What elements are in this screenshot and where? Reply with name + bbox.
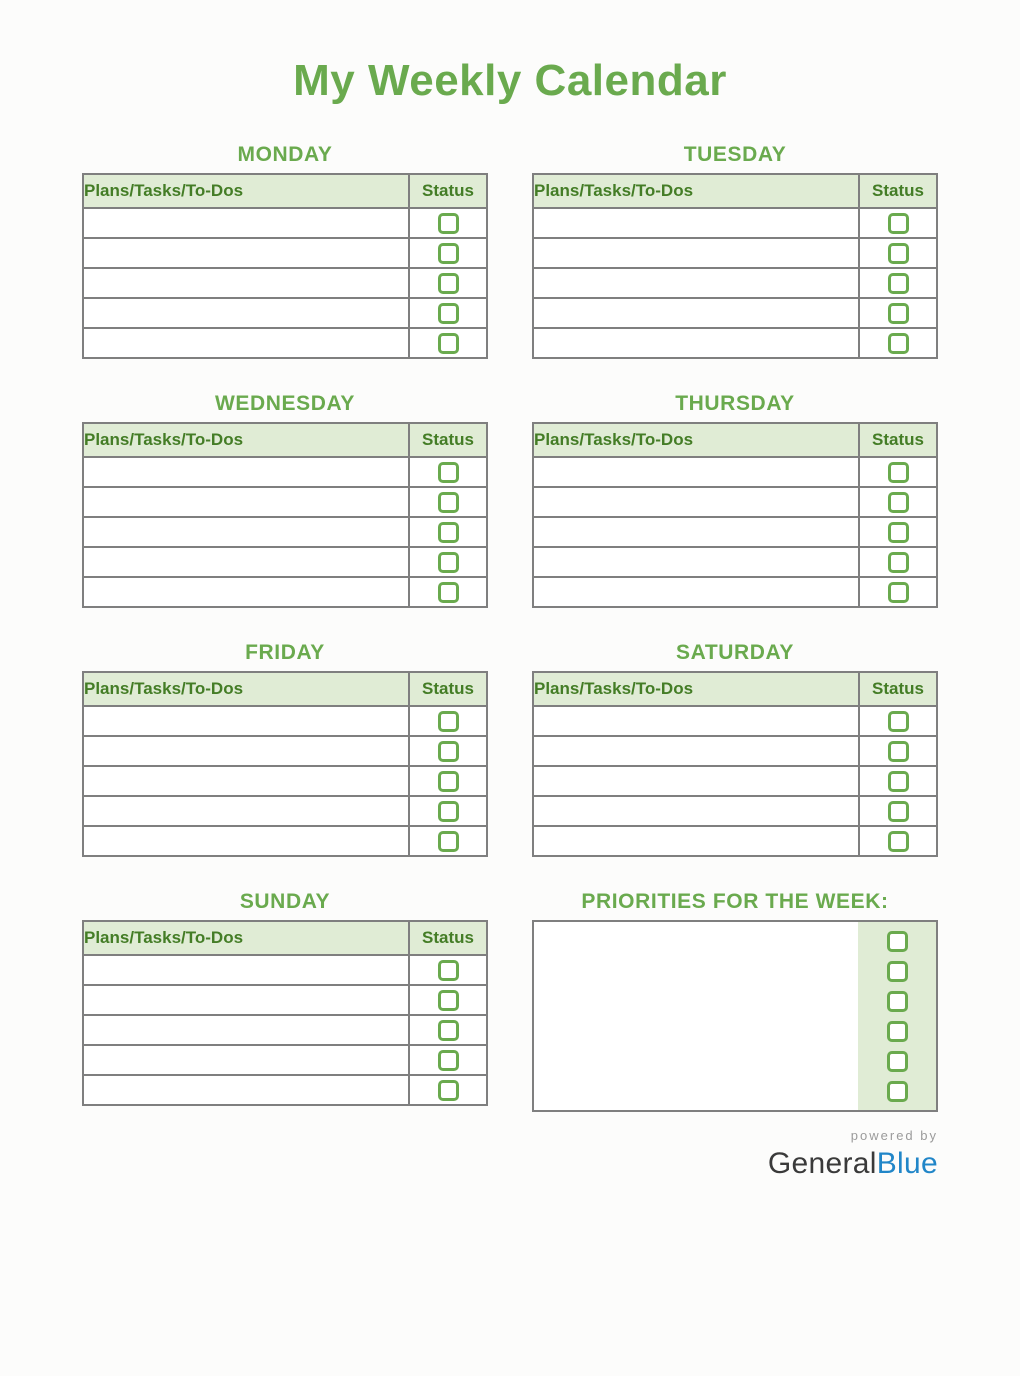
status-checkbox[interactable] xyxy=(438,741,459,762)
task-row xyxy=(83,517,487,547)
brand-wordmark xyxy=(82,1147,938,1181)
task-input-cell[interactable] xyxy=(533,487,859,517)
column-header-status: Status xyxy=(859,423,937,457)
priorities-checkbox-strip xyxy=(858,922,936,1110)
header-row xyxy=(83,174,487,208)
task-input-cell[interactable] xyxy=(83,298,409,328)
status-cell xyxy=(409,1075,487,1105)
task-input-cell[interactable] xyxy=(533,547,859,577)
task-input-cell[interactable] xyxy=(83,238,409,268)
task-input-cell[interactable] xyxy=(533,208,859,238)
task-input-cell[interactable] xyxy=(83,766,409,796)
task-row xyxy=(533,298,937,328)
status-checkbox[interactable] xyxy=(888,771,909,792)
status-checkbox[interactable] xyxy=(888,741,909,762)
status-checkbox[interactable] xyxy=(888,492,909,513)
task-row xyxy=(533,487,937,517)
status-cell xyxy=(409,238,487,268)
status-cell xyxy=(859,328,937,358)
task-input-cell[interactable] xyxy=(533,238,859,268)
status-checkbox[interactable] xyxy=(438,1050,459,1071)
task-input-cell[interactable] xyxy=(83,1015,409,1045)
task-input-cell[interactable] xyxy=(83,487,409,517)
status-cell xyxy=(859,796,937,826)
task-row xyxy=(533,517,937,547)
task-input-cell[interactable] xyxy=(533,736,859,766)
status-checkbox[interactable] xyxy=(438,522,459,543)
task-row xyxy=(83,1075,487,1105)
priorities-box xyxy=(532,920,938,1112)
task-row xyxy=(83,268,487,298)
header-row xyxy=(83,921,487,955)
status-cell xyxy=(409,577,487,607)
task-row xyxy=(83,487,487,517)
task-row xyxy=(83,796,487,826)
task-row xyxy=(533,457,937,487)
status-cell xyxy=(859,487,937,517)
task-row xyxy=(83,736,487,766)
task-row xyxy=(83,457,487,487)
priority-checkbox[interactable] xyxy=(887,1021,908,1042)
column-header-status: Status xyxy=(409,423,487,457)
task-row xyxy=(83,826,487,856)
task-input-cell[interactable] xyxy=(83,736,409,766)
status-cell xyxy=(409,955,487,985)
priority-checkbox[interactable] xyxy=(887,961,908,982)
status-cell xyxy=(859,268,937,298)
status-cell xyxy=(409,547,487,577)
day-section-wednesday xyxy=(82,393,488,608)
status-checkbox[interactable] xyxy=(438,492,459,513)
task-input-cell[interactable] xyxy=(83,1045,409,1075)
task-input-cell[interactable] xyxy=(533,457,859,487)
task-input-cell[interactable] xyxy=(83,1075,409,1105)
task-row xyxy=(533,766,937,796)
day-section-monday xyxy=(82,144,488,359)
task-input-cell[interactable] xyxy=(533,328,859,358)
column-header-status: Status xyxy=(409,921,487,955)
day-title-saturday: SATURDAY xyxy=(676,641,794,664)
column-header-status: Status xyxy=(859,672,937,706)
task-row xyxy=(533,577,937,607)
task-input-cell[interactable] xyxy=(83,268,409,298)
task-input-cell[interactable] xyxy=(83,826,409,856)
status-checkbox[interactable] xyxy=(438,552,459,573)
status-checkbox[interactable] xyxy=(888,831,909,852)
day-table-sunday xyxy=(82,920,488,1106)
day-title-tuesday: TUESDAY xyxy=(683,143,787,166)
task-row xyxy=(533,826,937,856)
status-checkbox[interactable] xyxy=(438,960,459,981)
header-row xyxy=(83,672,487,706)
status-cell xyxy=(409,457,487,487)
status-checkbox[interactable] xyxy=(888,213,909,234)
status-cell xyxy=(409,985,487,1015)
task-row xyxy=(83,1015,487,1045)
task-input-cell[interactable] xyxy=(83,796,409,826)
status-cell xyxy=(859,706,937,736)
task-input-cell[interactable] xyxy=(83,577,409,607)
status-cell xyxy=(409,1015,487,1045)
status-checkbox[interactable] xyxy=(438,1080,459,1101)
status-checkbox[interactable] xyxy=(888,582,909,603)
status-cell xyxy=(859,577,937,607)
column-header-status: Status xyxy=(409,174,487,208)
status-cell xyxy=(859,517,937,547)
task-row xyxy=(83,706,487,736)
task-row xyxy=(533,547,937,577)
status-checkbox[interactable] xyxy=(888,243,909,264)
task-input-cell[interactable] xyxy=(83,457,409,487)
status-cell xyxy=(409,706,487,736)
task-input-cell[interactable] xyxy=(533,577,859,607)
status-checkbox[interactable] xyxy=(438,801,459,822)
powered-by-text: powered by xyxy=(850,1128,938,1143)
day-table-friday xyxy=(82,671,488,857)
calendar-grid xyxy=(82,144,938,1112)
task-input-cell[interactable] xyxy=(533,298,859,328)
status-cell xyxy=(409,796,487,826)
column-header-plans: Plans/Tasks/To-Dos xyxy=(533,672,859,706)
task-row xyxy=(83,298,487,328)
column-header-status: Status xyxy=(409,672,487,706)
task-row xyxy=(83,547,487,577)
status-checkbox[interactable] xyxy=(438,990,459,1011)
task-input-cell[interactable] xyxy=(83,517,409,547)
header-row xyxy=(533,672,937,706)
status-cell xyxy=(859,238,937,268)
priority-checkbox[interactable] xyxy=(887,991,908,1012)
status-cell xyxy=(409,328,487,358)
priority-checkbox[interactable] xyxy=(887,1081,908,1102)
task-row xyxy=(533,238,937,268)
column-header-plans: Plans/Tasks/To-Dos xyxy=(83,423,409,457)
task-row xyxy=(83,1045,487,1075)
day-title-sunday: SUNDAY xyxy=(239,890,331,913)
status-checkbox[interactable] xyxy=(438,333,459,354)
status-cell xyxy=(859,208,937,238)
status-checkbox[interactable] xyxy=(438,831,459,852)
priorities-notes-area[interactable] xyxy=(534,922,858,1110)
day-title-wednesday: WEDNESDAY xyxy=(215,392,355,415)
status-checkbox[interactable] xyxy=(438,243,459,264)
priority-checkbox[interactable] xyxy=(887,931,908,952)
page-title: My Weekly Calendar xyxy=(293,56,727,105)
day-section-friday xyxy=(82,642,488,857)
task-input-cell[interactable] xyxy=(83,328,409,358)
status-checkbox[interactable] xyxy=(438,582,459,603)
task-input-cell[interactable] xyxy=(533,796,859,826)
status-cell xyxy=(409,298,487,328)
day-table-saturday xyxy=(532,671,938,857)
brand-general-text: General xyxy=(767,1147,877,1180)
column-header-plans: Plans/Tasks/To-Dos xyxy=(83,174,409,208)
task-row xyxy=(83,955,487,985)
task-input-cell[interactable] xyxy=(83,208,409,238)
status-checkbox[interactable] xyxy=(888,711,909,732)
header-row xyxy=(533,174,937,208)
status-checkbox[interactable] xyxy=(438,303,459,324)
footer-logo xyxy=(82,1128,938,1181)
status-checkbox[interactable] xyxy=(888,333,909,354)
day-title-monday: MONDAY xyxy=(237,143,333,166)
status-checkbox[interactable] xyxy=(888,552,909,573)
status-cell xyxy=(409,826,487,856)
status-checkbox[interactable] xyxy=(438,1020,459,1041)
task-row xyxy=(83,238,487,268)
task-row xyxy=(83,577,487,607)
task-row xyxy=(533,328,937,358)
day-section-sunday xyxy=(82,891,488,1112)
task-row xyxy=(83,766,487,796)
task-input-cell[interactable] xyxy=(533,706,859,736)
task-input-cell[interactable] xyxy=(533,766,859,796)
priority-checkbox[interactable] xyxy=(887,1051,908,1072)
task-input-cell[interactable] xyxy=(83,985,409,1015)
status-checkbox[interactable] xyxy=(438,711,459,732)
status-cell xyxy=(409,487,487,517)
status-cell xyxy=(859,547,937,577)
priorities-title: PRIORITIES FOR THE WEEK: xyxy=(581,890,889,913)
status-checkbox[interactable] xyxy=(438,462,459,483)
day-section-tuesday xyxy=(532,144,938,359)
status-checkbox[interactable] xyxy=(438,213,459,234)
brand-blue-text: Blue xyxy=(876,1147,938,1180)
column-header-plans: Plans/Tasks/To-Dos xyxy=(533,423,859,457)
status-checkbox[interactable] xyxy=(438,273,459,294)
task-input-cell[interactable] xyxy=(83,706,409,736)
column-header-plans: Plans/Tasks/To-Dos xyxy=(83,672,409,706)
status-cell xyxy=(859,736,937,766)
task-row xyxy=(83,985,487,1015)
day-section-thursday xyxy=(532,393,938,608)
status-cell xyxy=(409,208,487,238)
task-row xyxy=(533,736,937,766)
status-cell xyxy=(409,1045,487,1075)
status-cell xyxy=(859,298,937,328)
status-checkbox[interactable] xyxy=(888,462,909,483)
day-table-thursday xyxy=(532,422,938,608)
task-input-cell[interactable] xyxy=(83,955,409,985)
column-header-status: Status xyxy=(859,174,937,208)
column-header-plans: Plans/Tasks/To-Dos xyxy=(83,921,409,955)
task-input-cell[interactable] xyxy=(83,547,409,577)
status-cell xyxy=(409,766,487,796)
task-input-cell[interactable] xyxy=(533,517,859,547)
day-table-wednesday xyxy=(82,422,488,608)
day-title-thursday: THURSDAY xyxy=(675,392,795,415)
header-row xyxy=(533,423,937,457)
status-checkbox[interactable] xyxy=(888,273,909,294)
status-checkbox[interactable] xyxy=(888,303,909,324)
status-cell xyxy=(409,517,487,547)
task-row xyxy=(533,706,937,736)
task-input-cell[interactable] xyxy=(533,826,859,856)
task-row xyxy=(533,796,937,826)
day-table-tuesday xyxy=(532,173,938,359)
status-cell xyxy=(409,268,487,298)
task-row xyxy=(83,208,487,238)
priorities-section xyxy=(532,891,938,1112)
status-checkbox[interactable] xyxy=(438,771,459,792)
day-section-saturday xyxy=(532,642,938,857)
day-table-monday xyxy=(82,173,488,359)
task-row xyxy=(533,268,937,298)
status-checkbox[interactable] xyxy=(888,801,909,822)
status-checkbox[interactable] xyxy=(888,522,909,543)
status-cell xyxy=(409,736,487,766)
day-title-friday: FRIDAY xyxy=(245,641,325,664)
task-input-cell[interactable] xyxy=(533,268,859,298)
status-cell xyxy=(859,457,937,487)
header-row xyxy=(83,423,487,457)
task-row xyxy=(533,208,937,238)
task-row xyxy=(83,328,487,358)
status-cell xyxy=(859,826,937,856)
status-cell xyxy=(859,766,937,796)
column-header-plans: Plans/Tasks/To-Dos xyxy=(533,174,859,208)
